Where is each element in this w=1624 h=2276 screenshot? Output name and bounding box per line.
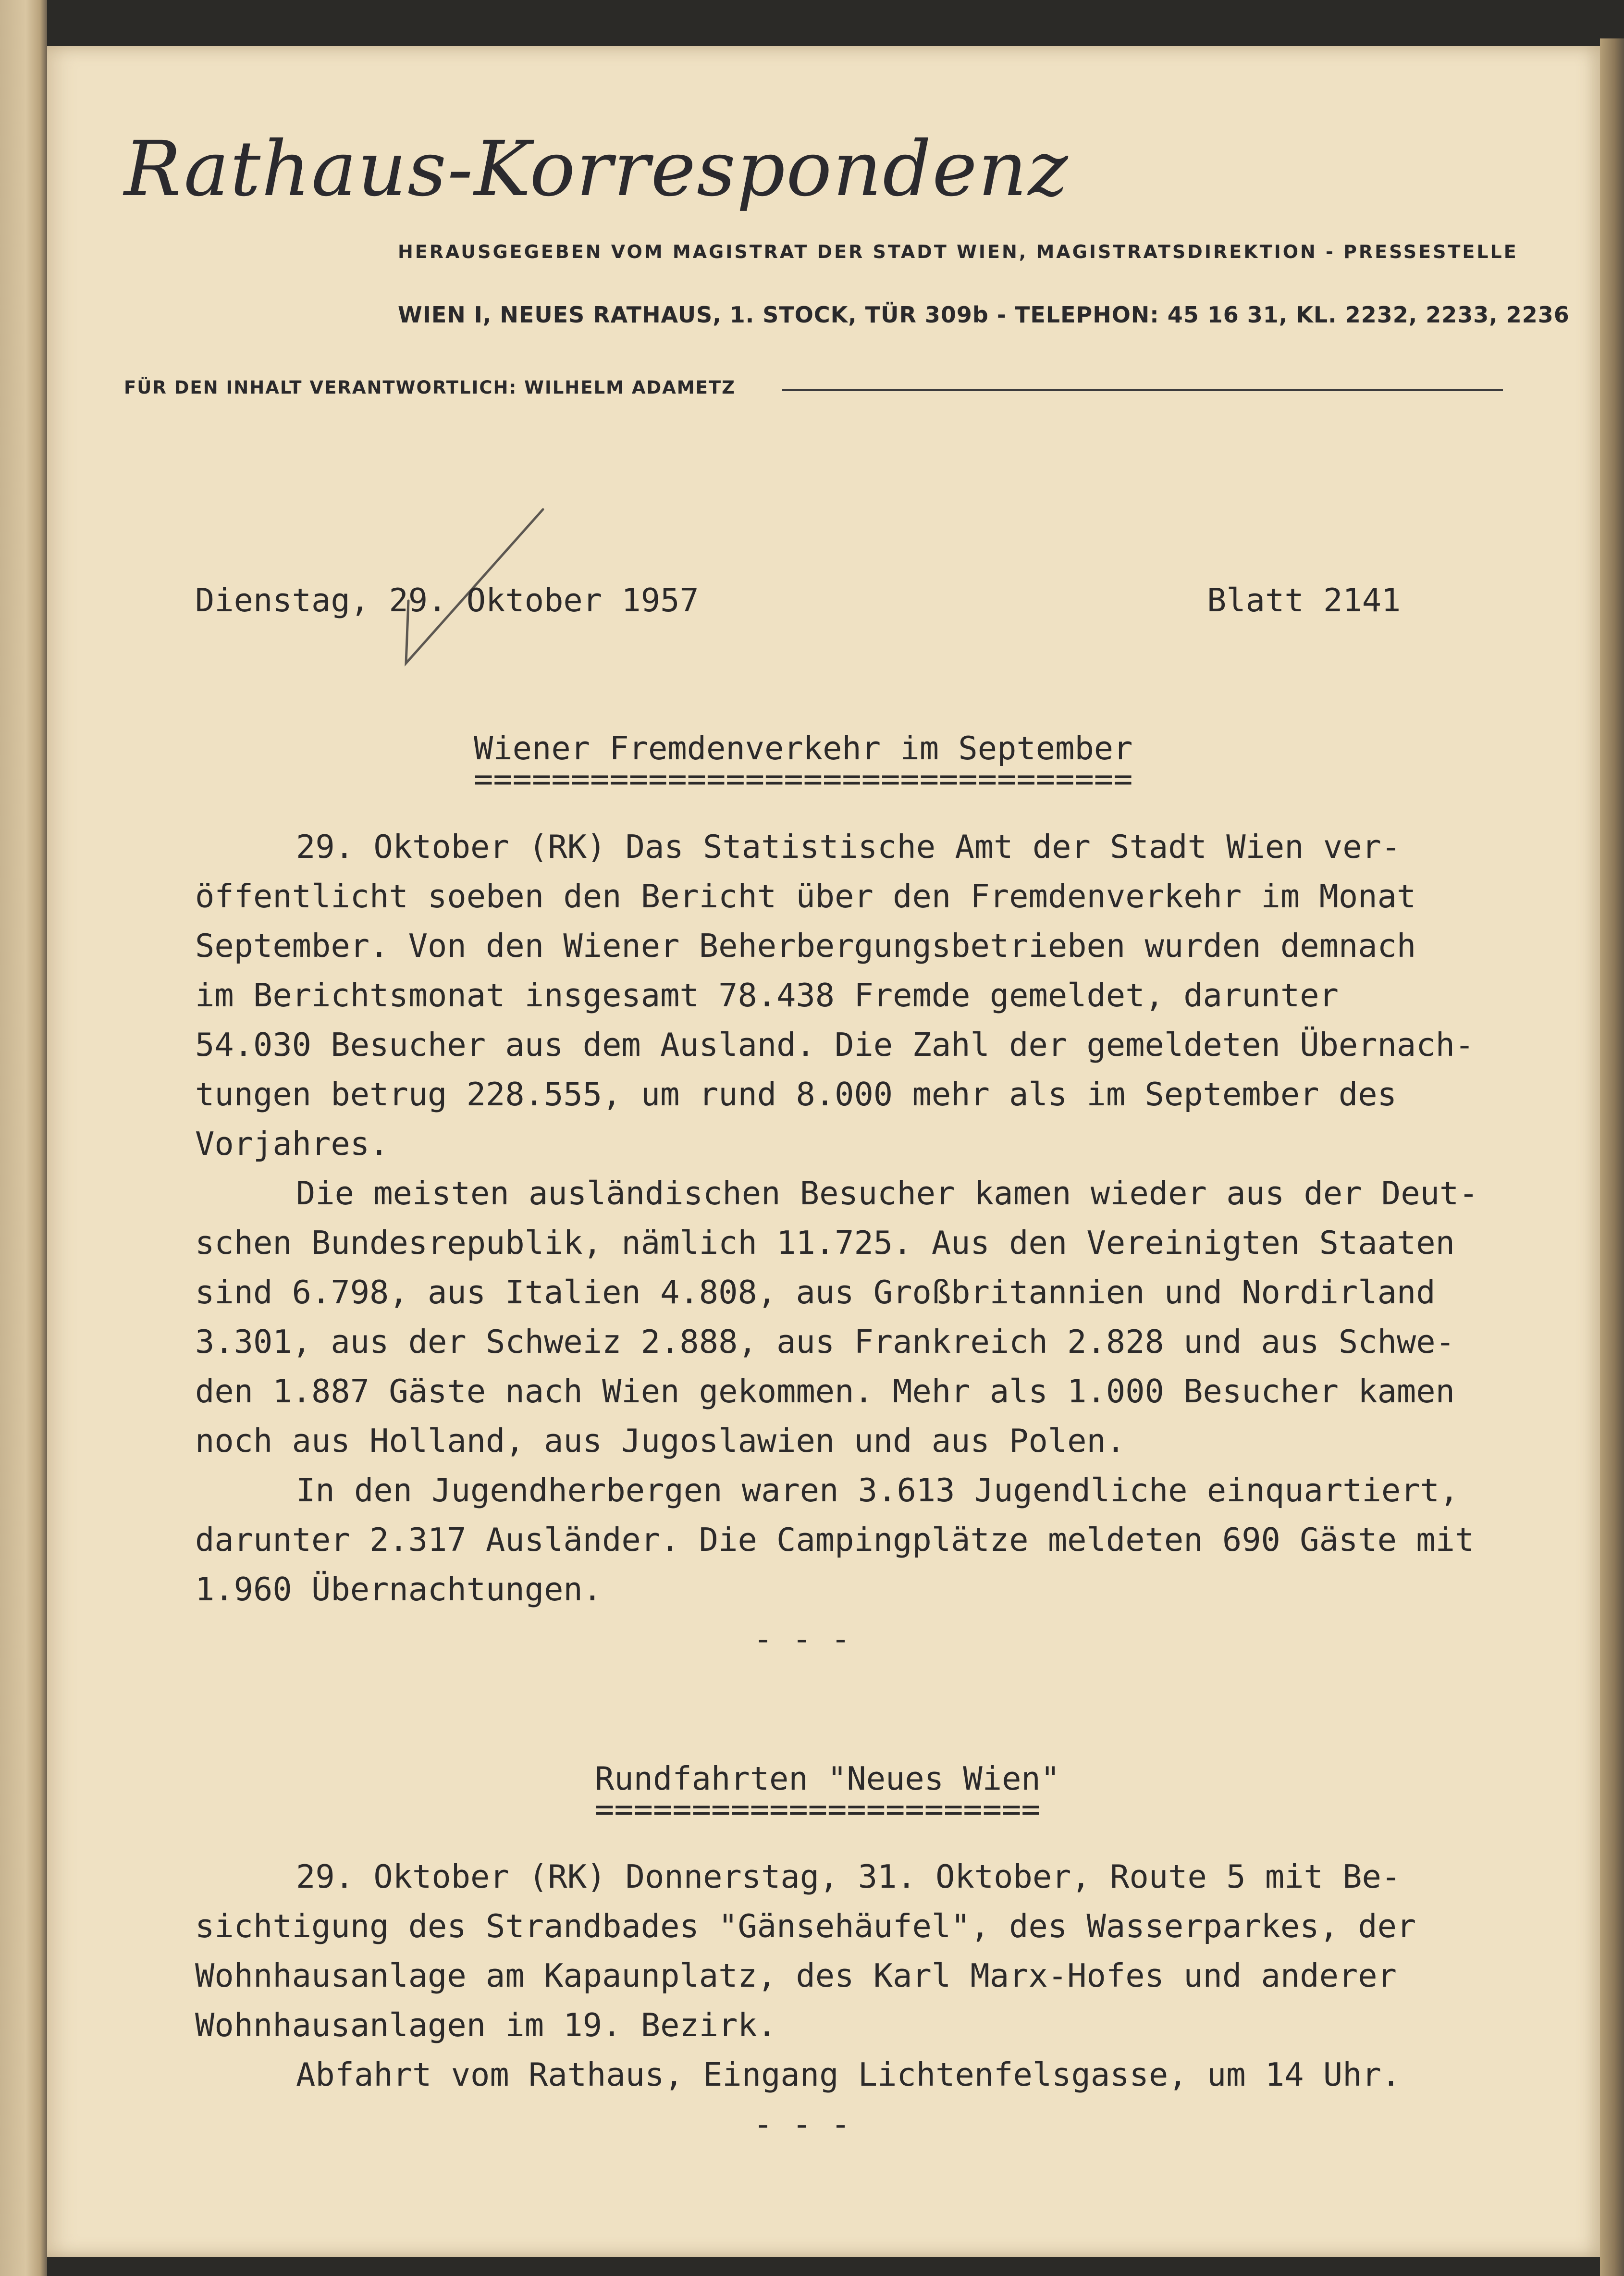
article1-line: 1.960 Übernachtungen.: [195, 1571, 603, 1608]
article1-line: 54.030 Besucher aus dem Ausland. Die Zahl der gemeldeten Übernach-: [195, 1026, 1475, 1064]
article1-line: 29. Oktober (RK) Das Statistische Amt der Stadt Wien ver-: [296, 828, 1401, 866]
page-edge: [1600, 38, 1624, 2276]
article1-line: September. Von den Wiener Beherbergungsbetrieben wurden demnach: [195, 927, 1416, 965]
article1-line: sind 6.798, aus Italien 4.808, aus Großbritannien und Nordirland: [195, 1274, 1436, 1311]
article1-line: darunter 2.317 Ausländer. Die Campingplätze meldeten 690 Gäste mit: [195, 1521, 1475, 1559]
sheet-number: Blatt 2141: [1207, 581, 1401, 619]
article2-title-underline: =======================: [595, 1791, 1041, 1828]
header-rule: [782, 389, 1503, 391]
article1-title: Wiener Fremdenverkehr im September: [474, 730, 1133, 767]
article1-line: noch aus Holland, aus Jugoslawien und aus Polen.: [195, 1422, 1126, 1460]
address-line: WIEN I, NEUES RATHAUS, 1. STOCK, TÜR 309b - TELEPHON: 45 16 31, KL. 2232, 2233, 2236: [398, 302, 1570, 328]
article1-line: im Berichtsmonat insgesamt 78.438 Fremde gemeldet, darunter: [195, 977, 1339, 1014]
article2-separator: - - -: [753, 2105, 850, 2143]
responsible-line: FÜR DEN INHALT VERANTWORTLICH: WILHELM ADAMETZ: [124, 377, 736, 398]
article1-line: In den Jugendherbergen waren 3.613 Jugendliche einquartiert,: [296, 1472, 1459, 1509]
article1-line: schen Bundesrepublik, nämlich 11.725. Aus den Vereinigten Staaten: [195, 1224, 1455, 1262]
article1-title-underline: ==================================: [474, 760, 1133, 798]
publisher-line: HERAUSGEGEBEN VOM MAGISTRAT DER STADT WIEN, MAGISTRATSDIREKTION - PRESSESTELLE: [398, 241, 1518, 262]
article1-separator: - - -: [753, 1620, 850, 1658]
article1-line: den 1.887 Gäste nach Wien gekommen. Mehr als 1.000 Besucher kamen: [195, 1373, 1455, 1410]
article2-line: sichtigung des Strandbades "Gänsehäufel", des Wasserparkes, der: [195, 1907, 1416, 1945]
binding-margin: [0, 0, 47, 2276]
date-line: Dienstag, 29. Oktober 1957: [195, 581, 699, 619]
article1-line: Vorjahres.: [195, 1125, 389, 1163]
masthead-title: Rathaus-Korrespondenz: [124, 125, 1069, 213]
article1-line: öffentlicht soeben den Bericht über den Fremdenverkehr im Monat: [195, 878, 1416, 915]
article2-title: Rundfahrten "Neues Wien": [595, 1760, 1060, 1797]
article2-line: Wohnhausanlage am Kapaunplatz, des Karl Marx-Hofes und anderer: [195, 1957, 1397, 1994]
article2-line: 29. Oktober (RK) Donnerstag, 31. Oktober, Route 5 mit Be-: [296, 1858, 1401, 1895]
article1-line: 3.301, aus der Schweiz 2.888, aus Frankreich 2.828 und aus Schwe-: [195, 1323, 1455, 1361]
article1-line: tungen betrug 228.555, um rund 8.000 mehr als im September des: [195, 1076, 1397, 1113]
article1-line: Die meisten ausländischen Besucher kamen wieder aus der Deut-: [296, 1175, 1478, 1212]
article2-line: Abfahrt vom Rathaus, Eingang Lichtenfelsgasse, um 14 Uhr.: [296, 2056, 1401, 2093]
article2-line: Wohnhausanlagen im 19. Bezirk.: [195, 2006, 777, 2044]
